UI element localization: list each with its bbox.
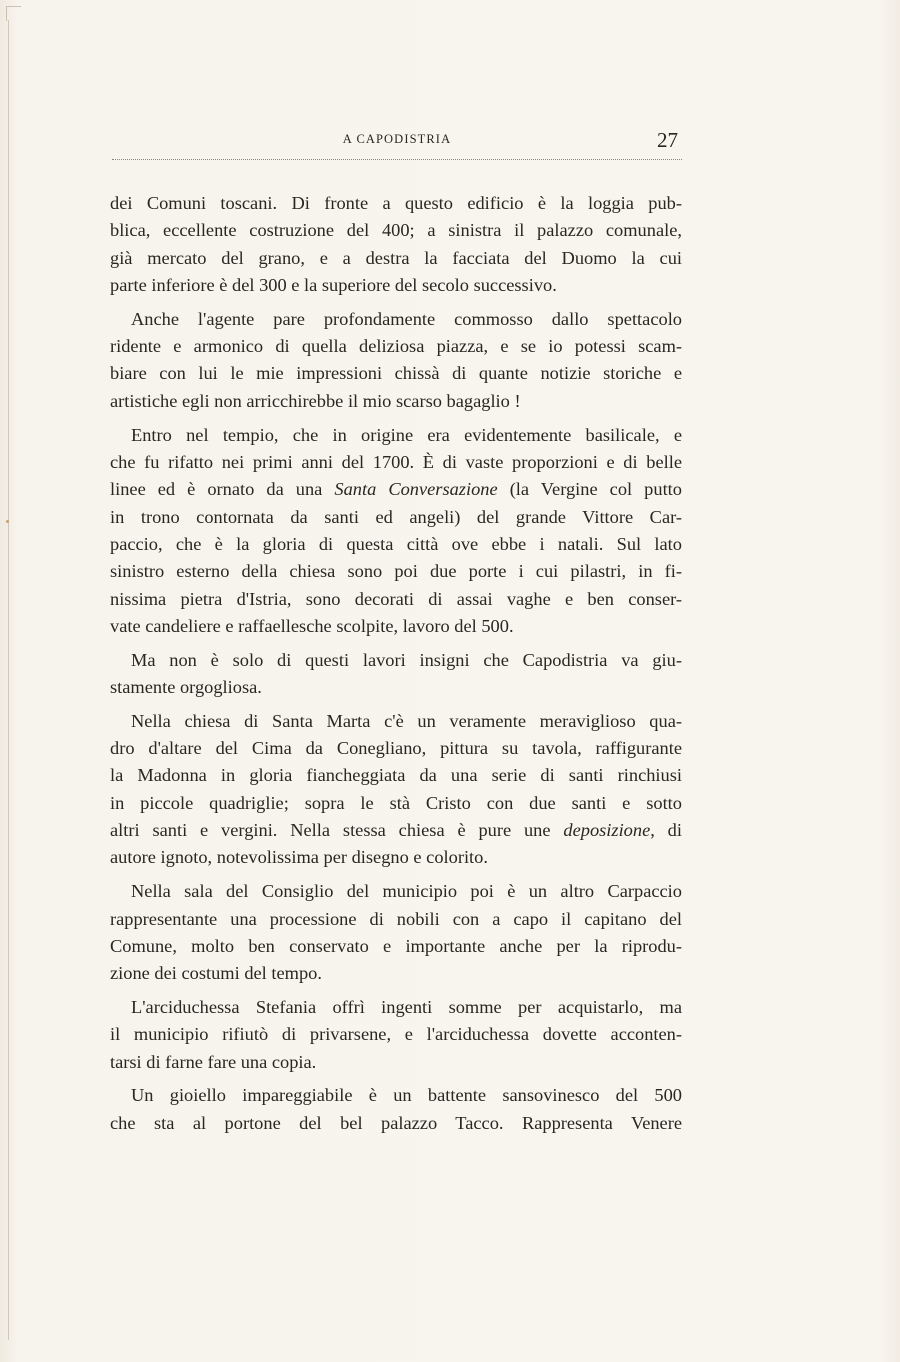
text-line: vate candeliere e raffaellesche scolpite, lavoro del 500. (110, 615, 514, 636)
text-line: che fu rifatto nei primi anni del 1700. È di vaste proporzioni e di belle (110, 451, 682, 472)
text-line-with-italic (110, 817, 682, 844)
text-line: che sta al portone del bel palazzo Tacco. Rappresenta Venere (110, 1112, 682, 1133)
italic-title: deposizione (563, 820, 651, 841)
text-fragment: (la Vergine col putto (509, 479, 682, 500)
text-line: zione dei costumi del tempo. (110, 963, 322, 984)
paragraph-7 (110, 994, 682, 1076)
text-fragment: linee ed è ornato da una (110, 479, 323, 500)
binding-edge-line (8, 20, 9, 1340)
text-line: Comune, molto ben conservato e importante anche per la riprodu- (110, 935, 682, 956)
text-line: ridente e armonico di quella deliziosa piazza, e se io potessi scam- (110, 336, 682, 357)
paragraph-2 (110, 306, 682, 415)
text-line: Un gioiello impareggiabile è un battente sansovinesco del 500 (131, 1085, 682, 1106)
text-line: Anche l'agente pare profondamente commosso dallo spettacolo (131, 308, 682, 329)
text-line-with-italic (110, 476, 682, 503)
page-header (112, 126, 682, 162)
margin-spot (6, 520, 9, 523)
text-line: in trono contornata da santi ed angeli) del grande Vittore Car- (110, 506, 682, 527)
text-line: il municipio rifiutò di privarsene, e l'arciduchessa dovette acconten- (110, 1024, 682, 1045)
body-text (110, 190, 682, 1143)
text-line: in piccole quadriglie; sopra le stà Cristo con due santi e sotto (110, 792, 682, 813)
text-line: nissima pietra d'Istria, sono decorati di assai vaghe e ben conser- (110, 588, 682, 609)
text-fragment: altri santi e vergini. Nella stessa chiesa è pure une (110, 820, 551, 841)
text-line: la Madonna in gloria fiancheggiata da una serie di santi rinchiusi (110, 765, 682, 786)
page-number: 27 (657, 128, 678, 152)
text-line: dei Comuni toscani. Di fronte a questo edificio è la loggia pub- (110, 193, 682, 213)
paragraph-3 (110, 422, 682, 641)
text-line: Nella chiesa di Santa Marta c'è un veramente meraviglioso qua- (131, 710, 682, 731)
text-line: Entro nel tempio, che in origine era evidentemente basilicale, e (131, 424, 682, 445)
text-line: già mercato del grano, e a destra la facciata del Duomo la cui (110, 247, 682, 268)
paragraph-8 (110, 1082, 682, 1137)
text-line: tarsi di farne fare una copia. (110, 1051, 317, 1072)
text-line: Ma non è solo di questi lavori insigni che Capodistria va giu- (131, 649, 682, 670)
paragraph-5 (110, 708, 682, 872)
corner-crop-mark (6, 6, 21, 21)
text-line: dro d'altare del Cima da Conegliano, pittura su tavola, raffigurante (110, 738, 682, 759)
text-line: parte inferiore è del 300 e la superiore del secolo successivo. (110, 275, 557, 296)
text-line: Nella sala del Consiglio del municipio poi è un altro Carpaccio (131, 881, 682, 902)
text-fragment: , di (650, 820, 682, 841)
text-line: artistiche egli non arricchirebbe il mio scarso bagaglio ! (110, 390, 521, 411)
text-line: autore ignoto, notevolissima per disegno e colorito. (110, 847, 488, 868)
text-line: biare con lui le mie impressioni chissà di quante notizie storiche e (110, 363, 682, 384)
text-line: sinistro esterno della chiesa sono poi due porte i cui pilastri, in fi- (110, 561, 682, 582)
italic-title: Santa Conversazione (334, 479, 498, 500)
text-line: rappresentante una processione di nobili con a capo il capitano del (110, 908, 682, 929)
paragraph-1 (110, 190, 682, 299)
paragraph-6 (110, 878, 682, 987)
text-line: stamente orgogliosa. (110, 677, 262, 698)
paragraph-4 (110, 647, 682, 702)
running-head: A CAPODISTRIA (342, 132, 452, 146)
text-line: paccio, che è la gloria di questa città ove ebbe i natali. Sul lato (110, 533, 682, 554)
text-line: blica, eccellente costruzione del 400; a sinistra il palazzo comunale, (110, 220, 682, 241)
text-line: L'arciduchessa Stefania offrì ingenti somme per acquistarlo, ma (131, 996, 682, 1017)
header-dotted-rule (112, 159, 682, 160)
